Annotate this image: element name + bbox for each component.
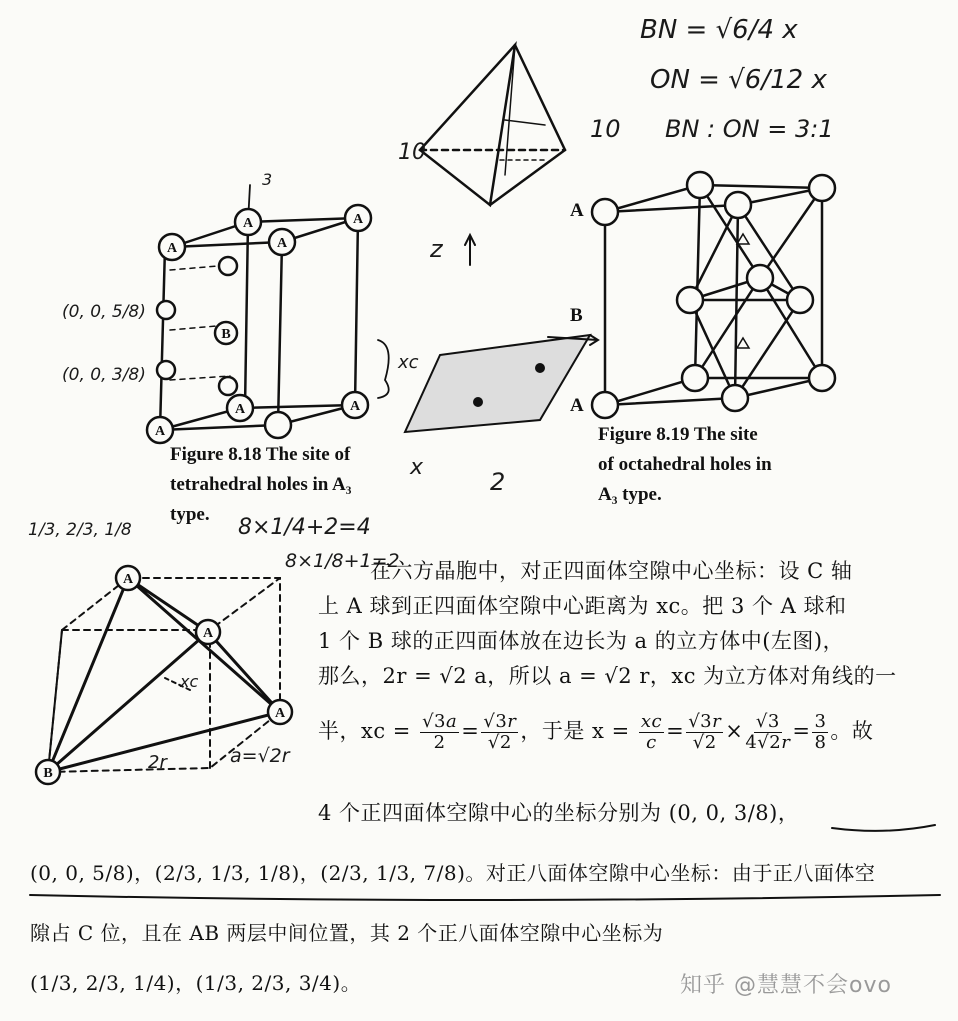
text-line-8: 隙占 C 位，且在 AB 两层中间位置，其 2 个正八面体空隙中心坐标为 xyxy=(30,921,664,945)
two-note: 2 xyxy=(490,468,506,496)
svg-text:A: A xyxy=(352,212,364,227)
svg-text:A: A xyxy=(349,399,361,414)
text-line-6 xyxy=(318,798,799,828)
label-a-bottom: A xyxy=(570,395,584,416)
svg-text:B: B xyxy=(43,766,53,781)
text-line-4: 那么，2r = √2 a，所以 a = √2 r，xc 为立方体对角线的一 xyxy=(318,664,897,688)
label-b: B xyxy=(570,305,583,326)
frac-sqrt3r-sqrt2-b: $\frac{√3r}{√2}$ xyxy=(688,711,722,753)
caption-line: A₃ type. xyxy=(598,484,662,505)
x-bottom-note: x xyxy=(410,455,424,480)
text-line-3: 1 个 B 球的正四面体放在边长为 a 的立方体中(左图)， xyxy=(318,629,845,653)
line7-suffix: 。对正八面体空隙中心坐标：由于正八面体空 xyxy=(465,861,876,885)
a-equation: a=√2r xyxy=(230,745,290,767)
svg-text:A: A xyxy=(276,236,288,251)
svg-text:A: A xyxy=(154,424,166,439)
coord-five-eighths: (0, 0, 5/8) xyxy=(62,302,146,322)
svg-text:A: A xyxy=(274,706,286,721)
count-two: 8×1/8+1=2 xyxy=(285,550,400,572)
text-line-1: 在六方晶胞中，对正四面体空隙中心坐标：设 C 轴 xyxy=(370,559,853,583)
caption-line: Figure 8.19 The site xyxy=(598,424,758,445)
two-r-label: 2r xyxy=(148,752,167,773)
bn-on-ratio: BN : ON = 3:1 xyxy=(665,115,834,143)
caption-line: Figure 8.18 The site of xyxy=(170,444,351,465)
svg-text:A: A xyxy=(202,626,214,641)
watermark: 知乎 @慧慧不会ovo xyxy=(680,973,892,998)
ten-label-b: 10 xyxy=(398,140,426,165)
line6-text: 4 个正四面体空隙中心的坐标分别为 xyxy=(318,801,662,825)
line5-mid: ，于是 x = xyxy=(520,719,630,743)
svg-text:A: A xyxy=(122,572,134,587)
axis-3-label: 3 xyxy=(262,170,273,189)
line5-prefix: 半，xc = xyxy=(318,719,411,743)
caption-line: type. xyxy=(170,504,210,525)
tetrahedron-sketch xyxy=(420,45,565,205)
frac-sqrt3-4sqrt2r: $\frac{√3}{4√2r}$ xyxy=(745,711,791,753)
figure-8-19-caption xyxy=(598,420,772,510)
xc-label: xc xyxy=(398,352,419,373)
svg-text:A: A xyxy=(166,241,178,256)
frac-sqrt3r-sqrt2: $\frac{√3r}{√2}$ xyxy=(483,711,517,753)
text-line-5: 半，xc = $\frac{√3a}{2}$ = $\frac{√3r}{√2}$ ，于是 x = $\frac{xc}{c}$ = $\frac{√3r}{√2}$ × $\frac{√3}{4√2r}$ = $\frac{3}{8}$ 。故 xyxy=(318,711,874,753)
label-a-top: A xyxy=(570,200,584,221)
text-line-9: (1/3, 2/3, 1/4)，(1/3, 2/3, 3/4)。 xyxy=(30,971,362,995)
coord-three-eighths: (0, 0, 3/8) xyxy=(62,365,146,385)
line6-coord: (0, 0, 3/8)， xyxy=(668,801,800,825)
z-label: z xyxy=(430,235,443,263)
svg-text:B: B xyxy=(221,327,231,342)
cube-xc-label: xc xyxy=(180,672,199,691)
coords-top-note: 1/3, 2/3, 1/8 xyxy=(28,520,132,540)
bn-formula: BN = √6/4 x xyxy=(640,15,798,45)
count-four: 8×1/4+2=4 xyxy=(238,515,371,540)
frac-xc-c: $\frac{xc}{c}$ xyxy=(640,711,663,753)
figure-8-18-caption xyxy=(170,440,351,530)
caption-line: tetrahedral holes in A₃ xyxy=(170,474,352,495)
text-line-7: (0, 0, 5/8)，(2/3, 1/3, 1/8)，(2/3, 1/3, 7/8)。对正八面体空隙中心坐标：由于正八面体空 xyxy=(30,861,876,885)
svg-text:A: A xyxy=(234,402,246,417)
cube-figure xyxy=(48,578,280,772)
caption-line: of octahedral holes in xyxy=(598,454,772,475)
line5-suffix: 。故 xyxy=(830,719,874,743)
ten-label-a: 10 xyxy=(590,115,621,143)
text-line-2: 上 A 球到正四面体空隙中心距离为 xc。把 3 个 A 球和 xyxy=(318,594,847,618)
on-formula: ON = √6/12 x xyxy=(650,65,827,95)
svg-text:A: A xyxy=(242,216,254,231)
frac-sqrt3a-2: $\frac{√3a}{2}$ xyxy=(422,711,458,753)
frac-3-8: $\frac{3}{8}$ xyxy=(814,711,827,753)
